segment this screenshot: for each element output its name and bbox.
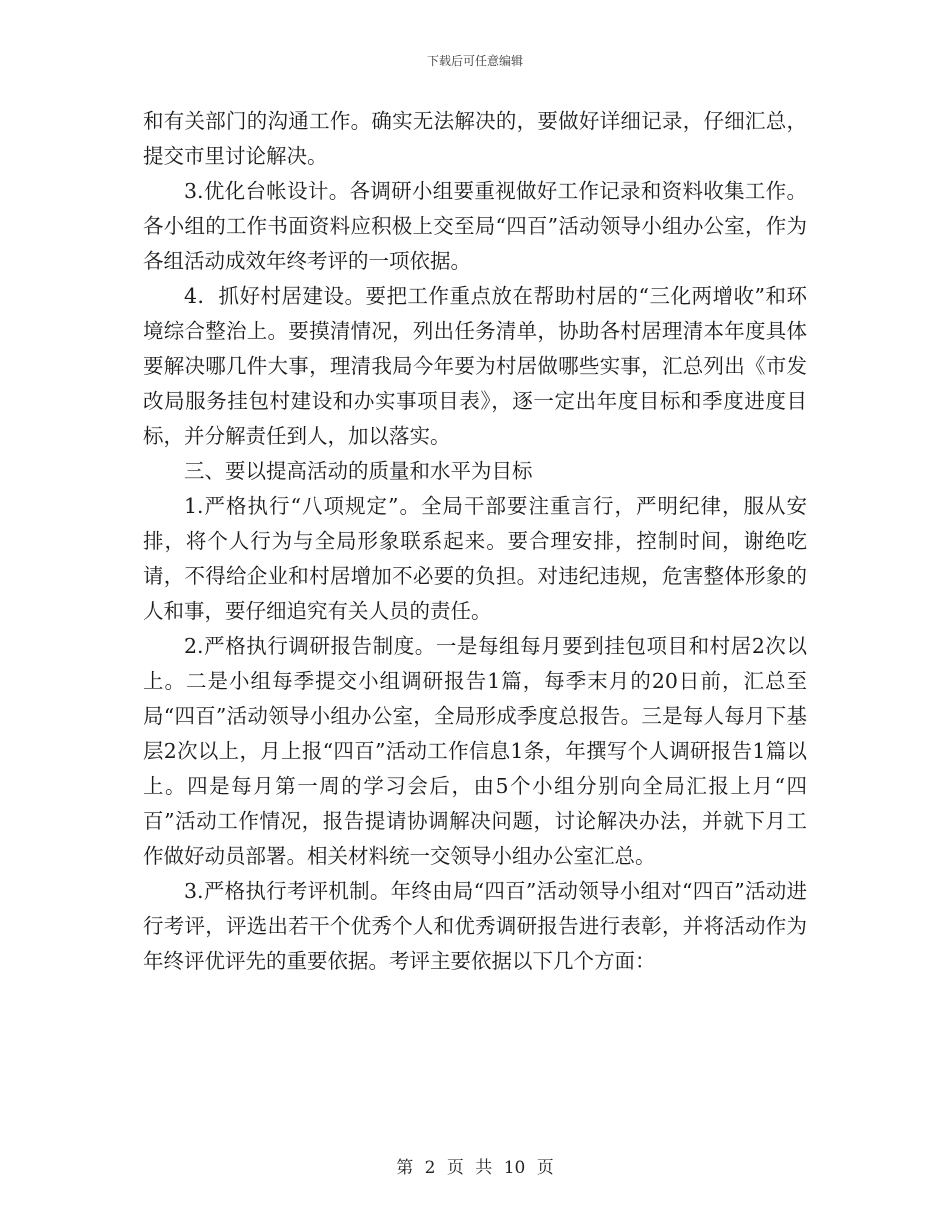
paragraph-continuation: 和有关部门的沟通工作。确实无法解决的，要做好详细记录，仔细汇总，提交市里讨论解决。: [143, 109, 807, 168]
page-header-note: 下载后可任意编辑: [426, 54, 523, 68]
page-footer-number: 第 2 页 共 10 页: [396, 1158, 554, 1178]
paragraph-rule-3: 3.严格执行考评机制。年终由局“四百”活动领导小组对“四百”活动进行考评，评选出若干个优秀个人和优秀调研报告进行表彰，并将活动作为年终评优评先的重要依据。考评主要依据以下几个方面：: [143, 879, 807, 973]
paragraph-item-4-village: 4．抓好村居建设。要把工作重点放在帮助村居的“三化两增收”和环境综合整治上。要摸清情况，列出任务清单，协助各村居理清本年度具体要解决哪几件大事，理清我局今年要为村居做哪些实事，汇总列出《市发改局服务挂包村建设和办实事项目表》，逐一定出年度目标和季度进度目标，并分解责任到人，加以落实。: [143, 284, 807, 448]
document-body: [143, 104, 807, 979]
section-heading-3: 三、要以提高活动的质量和水平为目标: [184, 459, 533, 483]
paragraph-item-3-ledger: 3.优化台帐设计。各调研小组要重视做好工作记录和资料收集工作。各小组的工作书面资料应积极上交至局“四百”活动领导小组办公室，作为各组活动成效年终考评的一项依据。: [143, 179, 807, 273]
paragraph-rule-2: 2.严格执行调研报告制度。一是每组每月要到挂包项目和村居2次以上。二是小组每季提交小组调研报告1篇，每季末月的20日前，汇总至局“四百”活动领导小组办公室，全局形成季度总报告。三是每人每月下基层2次以上，月上报“四百”活动工作信息1条，年撰写个人调研报告1篇以上。四是每月第一周的学习会后，由5个小组分别向全局汇报上月“四百”活动工作情况，报告提请协调解决问题，讨论解决办法，并就下月工作做好动员部署。相关材料统一交领导小组办公室汇总。: [143, 634, 807, 868]
paragraph-rule-1: 1.严格执行“八项规定”。全局干部要注重言行，严明纪律，服从安排，将个人行为与全局形象联系起来。要合理安排，控制时间，谢绝吃请，不得给企业和村居增加不必要的负担。对违纪违规，危害整体形象的人和事，要仔细追究有关人员的责任。: [143, 494, 807, 623]
